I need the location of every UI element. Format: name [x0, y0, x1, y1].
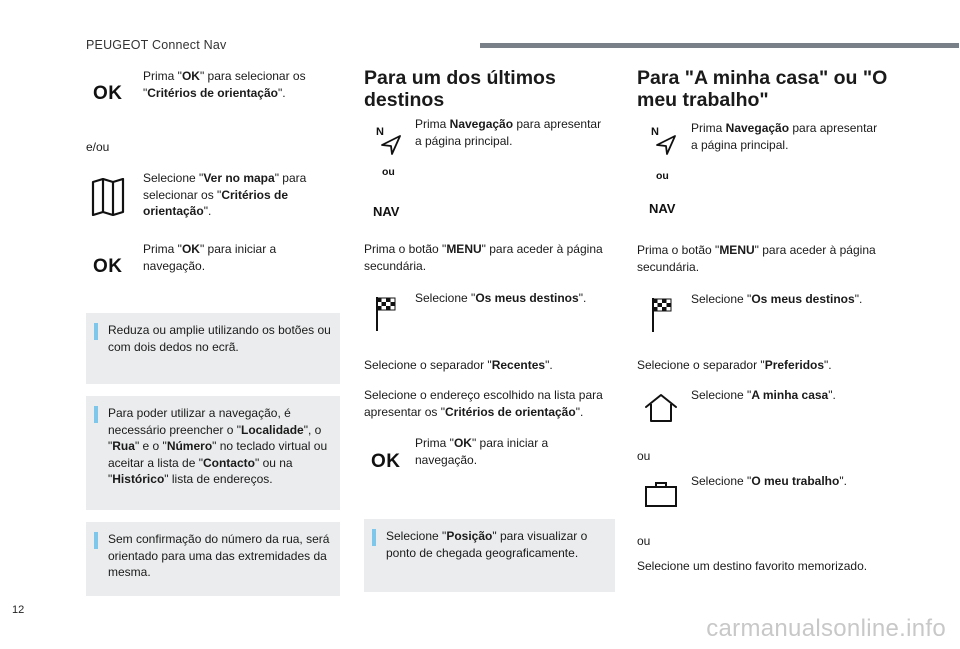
step-select-favorite: Selecione um destino favorito memorizado.	[637, 559, 868, 573]
ok-icon: OK	[371, 451, 401, 472]
or-label: ou	[637, 534, 651, 548]
nav-button-icon: NAV	[373, 204, 400, 219]
info-note-street-number	[86, 522, 340, 596]
step-press-menu: Prima o botão "MENU" para aceder à página secundária.	[364, 242, 603, 273]
or-label: ou	[656, 170, 669, 182]
compass-n-label: N	[651, 126, 659, 138]
step-my-destinations: Selecione "Os meus destinos".	[415, 291, 587, 305]
checkered-flag-icon	[651, 297, 673, 333]
note-text: Sem confirmação do número da rua, será orientado para uma das extremidades da mesma.	[108, 532, 330, 579]
info-note-zoom	[86, 313, 340, 384]
or-label: ou	[382, 166, 395, 178]
compass-n-label: N	[376, 126, 384, 138]
ok-icon: OK	[93, 256, 123, 277]
step-my-home: Selecione "A minha casa".	[691, 388, 836, 402]
watermark: carmanualsonline.info	[706, 615, 946, 642]
step-recent-tab: Selecione o separador "Recentes".	[364, 358, 553, 372]
navigation-icon	[651, 126, 679, 158]
nav-button-icon: NAV	[649, 201, 676, 216]
ok-icon: OK	[93, 83, 123, 104]
note-marker	[94, 406, 98, 423]
step-ok-start-navigation: Prima "OK" para iniciar a navegação.	[415, 436, 549, 467]
info-note-address-input	[86, 396, 340, 510]
section-title-last-destinations: Para um dos últimos destinos	[364, 67, 556, 111]
navigation-icon	[376, 126, 404, 158]
note-text: Para poder utilizar a navegação, é necessário preencher o "Localidade", o "Rua" e o "Número" no teclado virtual ou aceitar a lista de "Contacto" ou na "Histórico" lista de endereços.	[108, 406, 328, 486]
home-icon	[644, 393, 678, 423]
step-press-menu: Prima o botão "MENU" para aceder à página secundária.	[637, 243, 876, 274]
info-note-position	[364, 519, 615, 592]
section-title-home-work: Para "A minha casa" ou "O meu trabalho"	[637, 67, 888, 111]
note-marker	[94, 323, 98, 340]
note-marker	[94, 532, 98, 549]
step-select-address: Selecione o endereço escolhido na lista para apresentar os "Critérios de orientação".	[364, 388, 603, 419]
step-ok-start-navigation: Prima "OK" para iniciar a navegação.	[143, 242, 277, 273]
note-text: Reduza ou amplie utilizando os botões ou com dois dedos no ecrã.	[108, 323, 331, 354]
step-view-on-map: Selecione "Ver no mapa" para selecionar os "Critérios de orientação".	[143, 171, 307, 218]
note-text: Selecione "Posição" para visualizar o ponto de chegada geograficamente.	[386, 529, 588, 560]
header-bar	[480, 43, 959, 48]
step-press-navigation: Prima Navegação para apresentar a página principal.	[415, 117, 602, 148]
step-my-work: Selecione "O meu trabalho".	[691, 474, 847, 488]
step-favorites-tab: Selecione o separador "Preferidos".	[637, 358, 832, 372]
page-number: 12	[12, 604, 25, 616]
step-press-navigation: Prima Navegação para apresentar a página principal.	[691, 121, 878, 152]
step-ok-select-criteria: Prima "OK" para selecionar os "Critérios de orientação".	[143, 69, 306, 100]
and-or-label: e/ou	[86, 140, 110, 154]
step-my-destinations: Selecione "Os meus destinos".	[691, 292, 863, 306]
header-title: PEUGEOT Connect Nav	[86, 38, 227, 52]
note-marker	[372, 529, 376, 546]
briefcase-icon	[644, 480, 678, 508]
checkered-flag-icon	[375, 296, 397, 332]
or-label: ou	[637, 449, 651, 463]
map-icon	[91, 178, 125, 216]
